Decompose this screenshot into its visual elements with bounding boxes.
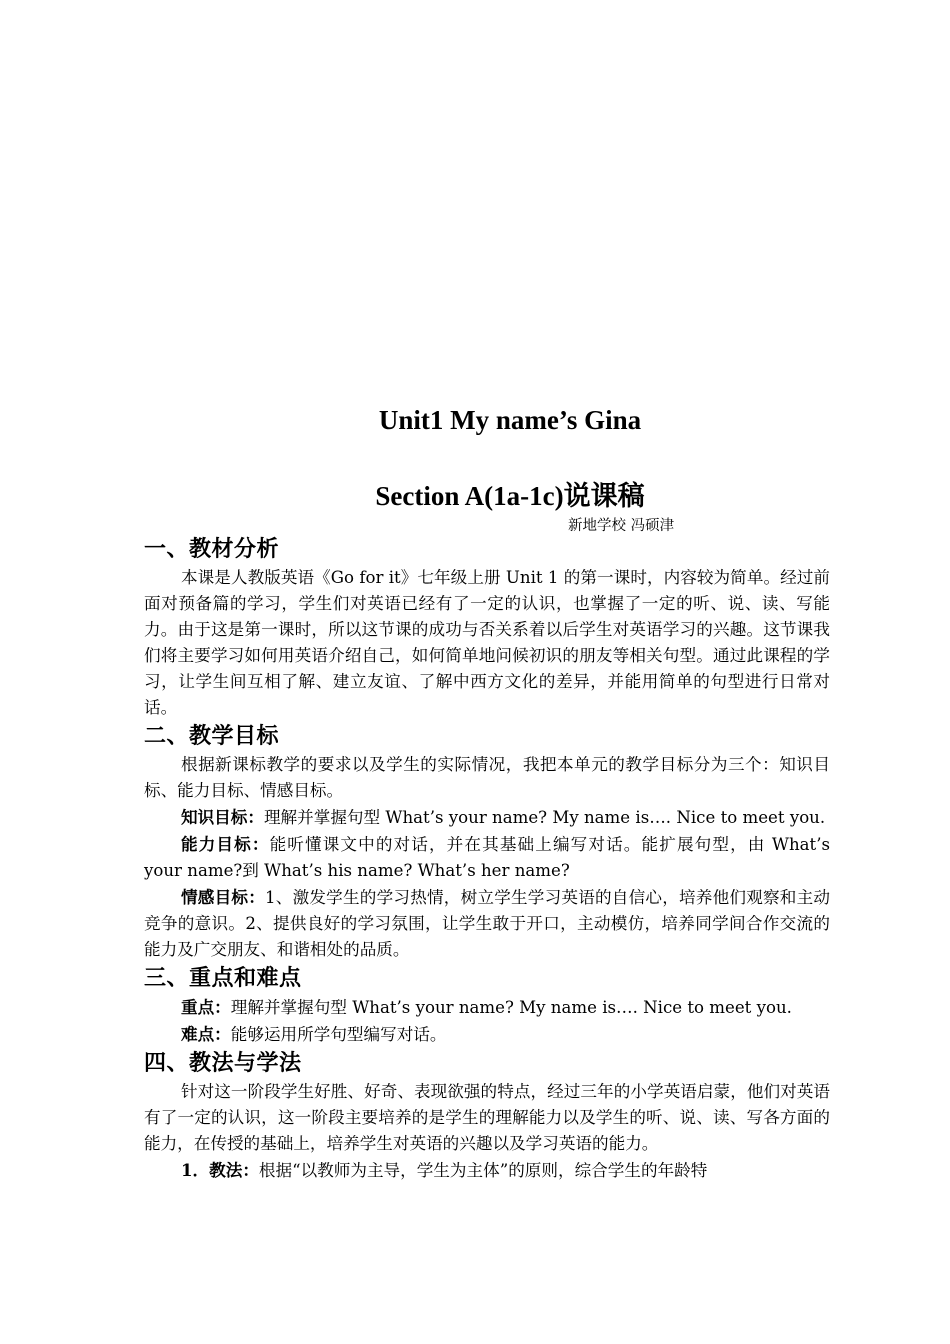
goal-item-emotion <box>144 884 830 963</box>
difficulty-item <box>144 1021 830 1048</box>
item-text: 1、激发学生的学习热情，树立学生学习英语的自信心，培养他们观察和主动竞争的意识。2、提供良好的学习氛围，让学生敢于开口，主动模仿，培养同学间合作交流的能力及广交朋友、和谐相处的品质。 <box>144 888 831 959</box>
item-text: 理解并掌握句型 What’s your name? My name is…. Nice to meet you. <box>263 808 826 827</box>
section-heading-key-points: 三、重点和难点 <box>144 966 302 991</box>
paragraph: 针对这一阶段学生好胜、好奇、表现欲强的特点，经过三年的小学英语启蒙，他们对英语有了一定的认识，这一阶段主要培养的是学生的理解能力以及学生的听、说、读、写各方面的能力，在传授的基础上，培养学生对英语的兴趣以及学习英语的能力。 <box>144 1082 830 1153</box>
item-label: 情感目标： <box>181 887 266 907</box>
goal-item-ability <box>144 831 830 884</box>
document-author: 新地学校 冯硕津 <box>568 518 675 534</box>
item-label: 1．教法： <box>181 1160 259 1180</box>
paragraph: 本课是人教版英语《Go for it》七年级上册 Unit 1 的第一课时，内容较为简单。经过前面对预备篇的学习，学生们对英语已经有了一定的认识，也掌握了一定的听、说、读、写能力。由于这是第一课时，所以这节课的成功与否关系着以后学生对英语学习的兴趣。这节课我们将主要学习如何用英语介绍自己，如何简单地问候初识的朋友等相关句型。通过此课程的学习，让学生间互相了解、建立友谊、了解中西方文化的差异，并能用简单的句型进行日常对话。 <box>144 568 830 717</box>
section-heading-methods: 四、教法与学法 <box>144 1051 302 1076</box>
item-text: 能够运用所学句型编写对话。 <box>230 1025 447 1044</box>
goal-item-knowledge <box>144 804 830 831</box>
document-title: Unit1 My name’s Gina <box>378 405 642 435</box>
document-body <box>144 534 830 1184</box>
method-item-teaching <box>144 1157 830 1184</box>
section-heading-textbook-analysis: 一、教材分析 <box>144 537 280 562</box>
document-subtitle: Section A(1a-1c)说课稿 <box>375 481 645 511</box>
key-point-item <box>144 994 830 1021</box>
item-label: 重点： <box>181 997 231 1017</box>
item-label: 难点： <box>181 1024 231 1044</box>
item-label: 知识目标： <box>181 807 264 827</box>
item-text: 理解并掌握句型 What’s your name? My name is…. Nice to meet you. <box>230 998 792 1017</box>
section-heading-teaching-goals: 二、教学目标 <box>144 724 280 749</box>
item-text: 能听懂课文中的对话，并在其基础上编写对话。能扩展句型，由 What’s your name?到 What’s his name? What’s her name? <box>144 835 830 880</box>
paragraph: 根据新课标教学的要求以及学生的实际情况，我把本单元的教学目标分为三个：知识目标、能力目标、情感目标。 <box>144 755 830 800</box>
item-text: 根据“以教师为主导，学生为主体”的原则，综合学生的年龄特 <box>258 1161 708 1180</box>
item-label: 能力目标： <box>181 834 270 854</box>
